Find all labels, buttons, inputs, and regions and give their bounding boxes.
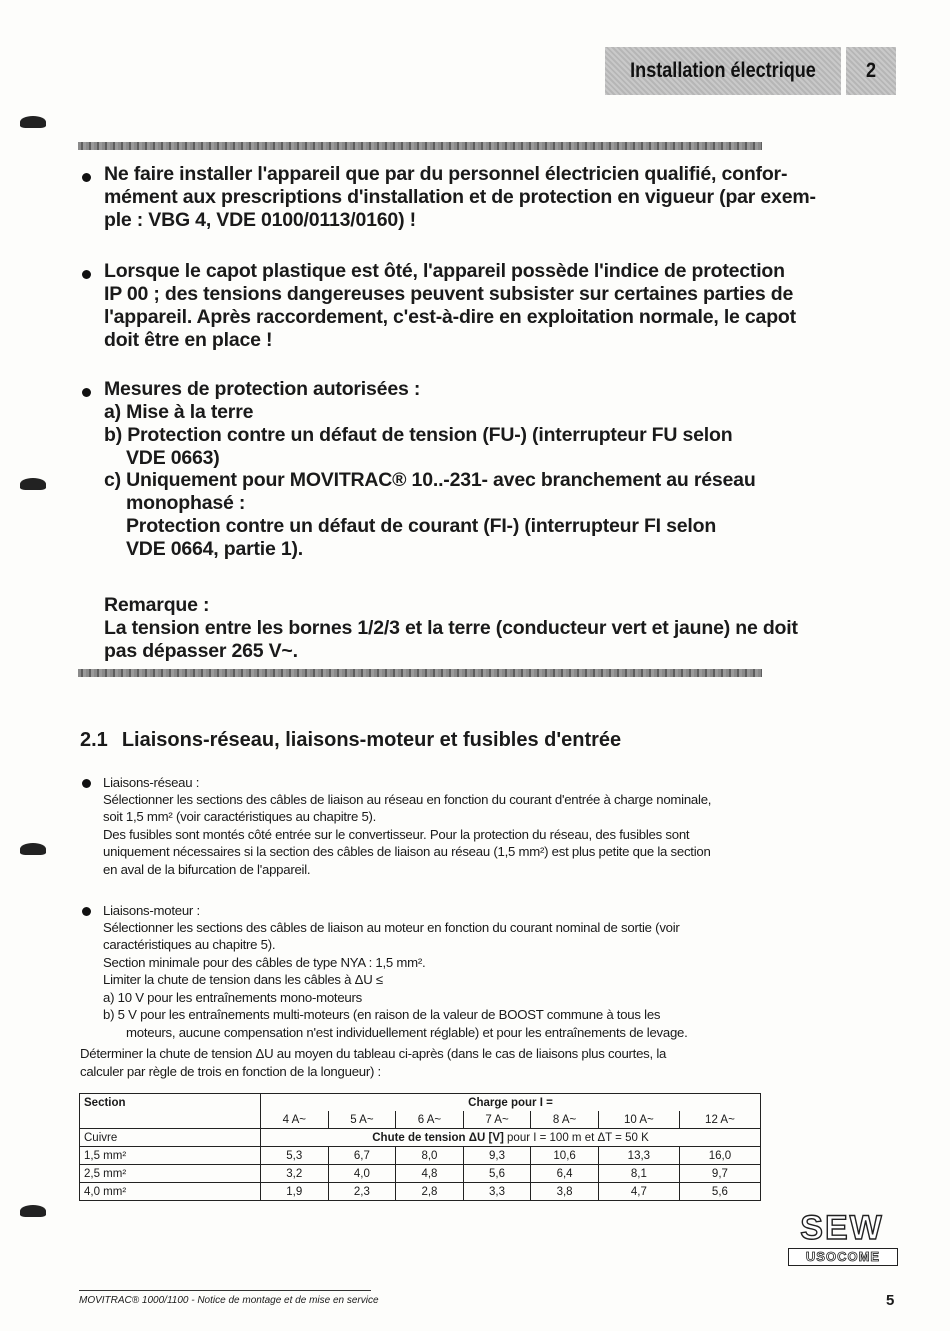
chapter-number: 2 xyxy=(865,59,877,82)
table-value-cell: 5,6 xyxy=(679,1183,760,1201)
table-value-cell: 4,0 xyxy=(328,1165,396,1183)
determine-line: Déterminer la chute de tension ΔU au moyen du tableau ci-après (dans le cas de liaisons plus courtes, la xyxy=(80,1046,667,1061)
protection-item-b-cont: VDE 0663) xyxy=(126,447,220,469)
table-value-cell: 8,0 xyxy=(396,1147,464,1165)
footer-rule xyxy=(79,1290,371,1291)
protection-heading: Mesures de protection autorisées : xyxy=(104,378,421,400)
sew-usocome-logo xyxy=(788,1210,896,1266)
table-value-cell: 5,3 xyxy=(261,1147,329,1165)
table-value-cell: 1,9 xyxy=(261,1183,329,1201)
warning-2-line: doit être en place ! xyxy=(104,329,273,351)
determine-line: calculer par règle de trois en fonction de la longueur) : xyxy=(80,1064,381,1079)
bullet-icon xyxy=(82,173,91,182)
table-value-cell: 10,6 xyxy=(531,1147,599,1165)
table-value-cell: 5,6 xyxy=(463,1165,531,1183)
table-value-cell: 13,3 xyxy=(598,1147,679,1165)
table-current-cell: 10 A~ xyxy=(598,1111,679,1129)
table-chute-label: Chute de tension ΔU [V] xyxy=(372,1131,504,1144)
reseau-line: Sélectionner les sections des câbles de liaison au réseau en fonction du courant d'entrée à charge nominale, xyxy=(103,792,712,807)
section-heading xyxy=(80,729,621,752)
moteur-line: Sélectionner les sections des câbles de liaison au moteur en fonction du courant nominal de sortie (voir xyxy=(103,920,680,935)
table-section-cell: 2,5 mm² xyxy=(80,1165,261,1183)
table-header-row xyxy=(80,1094,761,1112)
protection-item-c-cont: Protection contre un défaut de courant (FI-) (interrupteur FI selon xyxy=(126,515,717,537)
table-row xyxy=(80,1165,761,1183)
table-value-cell: 3,2 xyxy=(261,1165,329,1183)
warning-1-line: Ne faire installer l'appareil que par du personnel électricien qualifié, confor- xyxy=(104,163,788,185)
reseau-heading: Liaisons-réseau : xyxy=(103,775,200,790)
protection-item-c-cont: monophasé : xyxy=(126,492,246,514)
logo-usocome-text: USOCOME xyxy=(788,1248,898,1266)
punch-hole-mark xyxy=(20,1205,46,1217)
bullet-icon xyxy=(82,779,91,788)
moteur-item-b: b) 5 V pour les entraînements multi-moteurs (en raison de la valeur de BOOST commune à tous les xyxy=(103,1007,661,1022)
warning-2-line: l'appareil. Après raccordement, c'est-à-dire en exploitation normale, le capot xyxy=(104,306,796,328)
reseau-line: uniquement nécessaires si la section des câbles de liaison au réseau (1,5 mm²) est plus petite que la section xyxy=(103,844,711,859)
warning-1-line: ple : VBG 4, VDE 0100/0113/0160) ! xyxy=(104,209,416,231)
table-material-cell: Cuivre xyxy=(80,1129,261,1147)
punch-hole-mark xyxy=(20,843,46,855)
protection-item-c-cont: VDE 0664, partie 1). xyxy=(126,538,304,560)
moteur-line: caractéristiques au chapitre 5). xyxy=(103,937,276,952)
section-number: 2.1 xyxy=(80,729,108,751)
reseau-line: soit 1,5 mm² (voir caractéristiques au chapitre 5). xyxy=(103,809,377,824)
protection-item-a: a) Mise à la terre xyxy=(104,401,254,423)
moteur-line: Section minimale pour des câbles de type NYA : 1,5 mm². xyxy=(103,955,426,970)
table-current-cell: 4 A~ xyxy=(261,1111,329,1129)
logo-sew-text: SEW xyxy=(800,1209,884,1247)
table-material-row xyxy=(80,1129,761,1147)
table-section-header: Section xyxy=(80,1094,261,1129)
voltage-drop-table xyxy=(79,1093,761,1201)
table-value-cell: 3,3 xyxy=(463,1183,531,1201)
table-current-cell: 6 A~ xyxy=(396,1111,464,1129)
page-number: 5 xyxy=(886,1292,895,1309)
table-current-cell: 5 A~ xyxy=(328,1111,396,1129)
reseau-line: Des fusibles sont montés côté entrée sur le convertisseur. Pour la protection du réseau, des fusibles sont xyxy=(103,827,690,842)
moteur-item-b-cont: moteurs, aucune compensation n'est individuellement réglable) et pour les entraînements de levage. xyxy=(126,1025,688,1040)
table-value-cell: 6,7 xyxy=(328,1147,396,1165)
reseau-line: en aval de la bifurcation de l'appareil. xyxy=(103,862,311,877)
table-value-cell: 9,3 xyxy=(463,1147,531,1165)
table-current-cell: 7 A~ xyxy=(463,1111,531,1129)
table-value-cell: 2,3 xyxy=(328,1183,396,1201)
chapter-title: Installation électrique xyxy=(630,59,816,82)
table-value-cell: 2,8 xyxy=(396,1183,464,1201)
table-value-cell: 6,4 xyxy=(531,1165,599,1183)
warning-bottom-rule xyxy=(78,669,762,677)
table-current-cell: 8 A~ xyxy=(531,1111,599,1129)
table-value-cell: 4,7 xyxy=(598,1183,679,1201)
protection-item-b: b) Protection contre un défaut de tension (FU-) (interrupteur FU selon xyxy=(104,424,733,446)
table-row xyxy=(80,1147,761,1165)
warning-2-line: IP 00 ; des tensions dangereuses peuvent subsister sur certaines parties de xyxy=(104,283,794,305)
footer-text: MOVITRAC® 1000/1100 - Notice de montage et de mise en service xyxy=(79,1295,379,1306)
moteur-item-a: a) 10 V pour les entraînements mono-moteurs xyxy=(103,990,362,1005)
table-chute-cell xyxy=(261,1129,761,1147)
table-value-cell: 9,7 xyxy=(679,1165,760,1183)
table-value-cell: 4,8 xyxy=(396,1165,464,1183)
table-charge-header: Charge pour I = xyxy=(261,1094,761,1112)
table-value-cell: 3,8 xyxy=(531,1183,599,1201)
bullet-icon xyxy=(82,270,91,279)
bullet-icon xyxy=(82,388,91,397)
warning-1-line: mément aux prescriptions d'installation et de protection en vigueur (par exem- xyxy=(104,186,816,208)
moteur-heading: Liaisons-moteur : xyxy=(103,903,200,918)
bullet-icon xyxy=(82,907,91,916)
section-title: Liaisons-réseau, liaisons-moteur et fusibles d'entrée xyxy=(121,729,622,751)
table-chute-suffix: pour I = 100 m et ΔT = 50 K xyxy=(503,1131,649,1144)
remark-line: pas dépasser 265 V~. xyxy=(104,640,298,662)
table-value-cell: 16,0 xyxy=(679,1147,760,1165)
warning-2-line: Lorsque le capot plastique est ôté, l'appareil possède l'indice de protection xyxy=(104,260,785,282)
table-current-cell: 12 A~ xyxy=(679,1111,760,1129)
protection-item-c: c) Uniquement pour MOVITRAC® 10..-231- avec branchement au réseau xyxy=(104,469,756,491)
table-row xyxy=(80,1183,761,1201)
remark-line: La tension entre les bornes 1/2/3 et la terre (conducteur vert et jaune) ne doit xyxy=(104,617,798,639)
remark-heading: Remarque : xyxy=(104,594,210,616)
table-section-cell: 4,0 mm² xyxy=(80,1183,261,1201)
table-section-cell: 1,5 mm² xyxy=(80,1147,261,1165)
table-value-cell: 8,1 xyxy=(598,1165,679,1183)
moteur-line: Limiter la chute de tension dans les câbles à ΔU ≤ xyxy=(103,972,383,987)
